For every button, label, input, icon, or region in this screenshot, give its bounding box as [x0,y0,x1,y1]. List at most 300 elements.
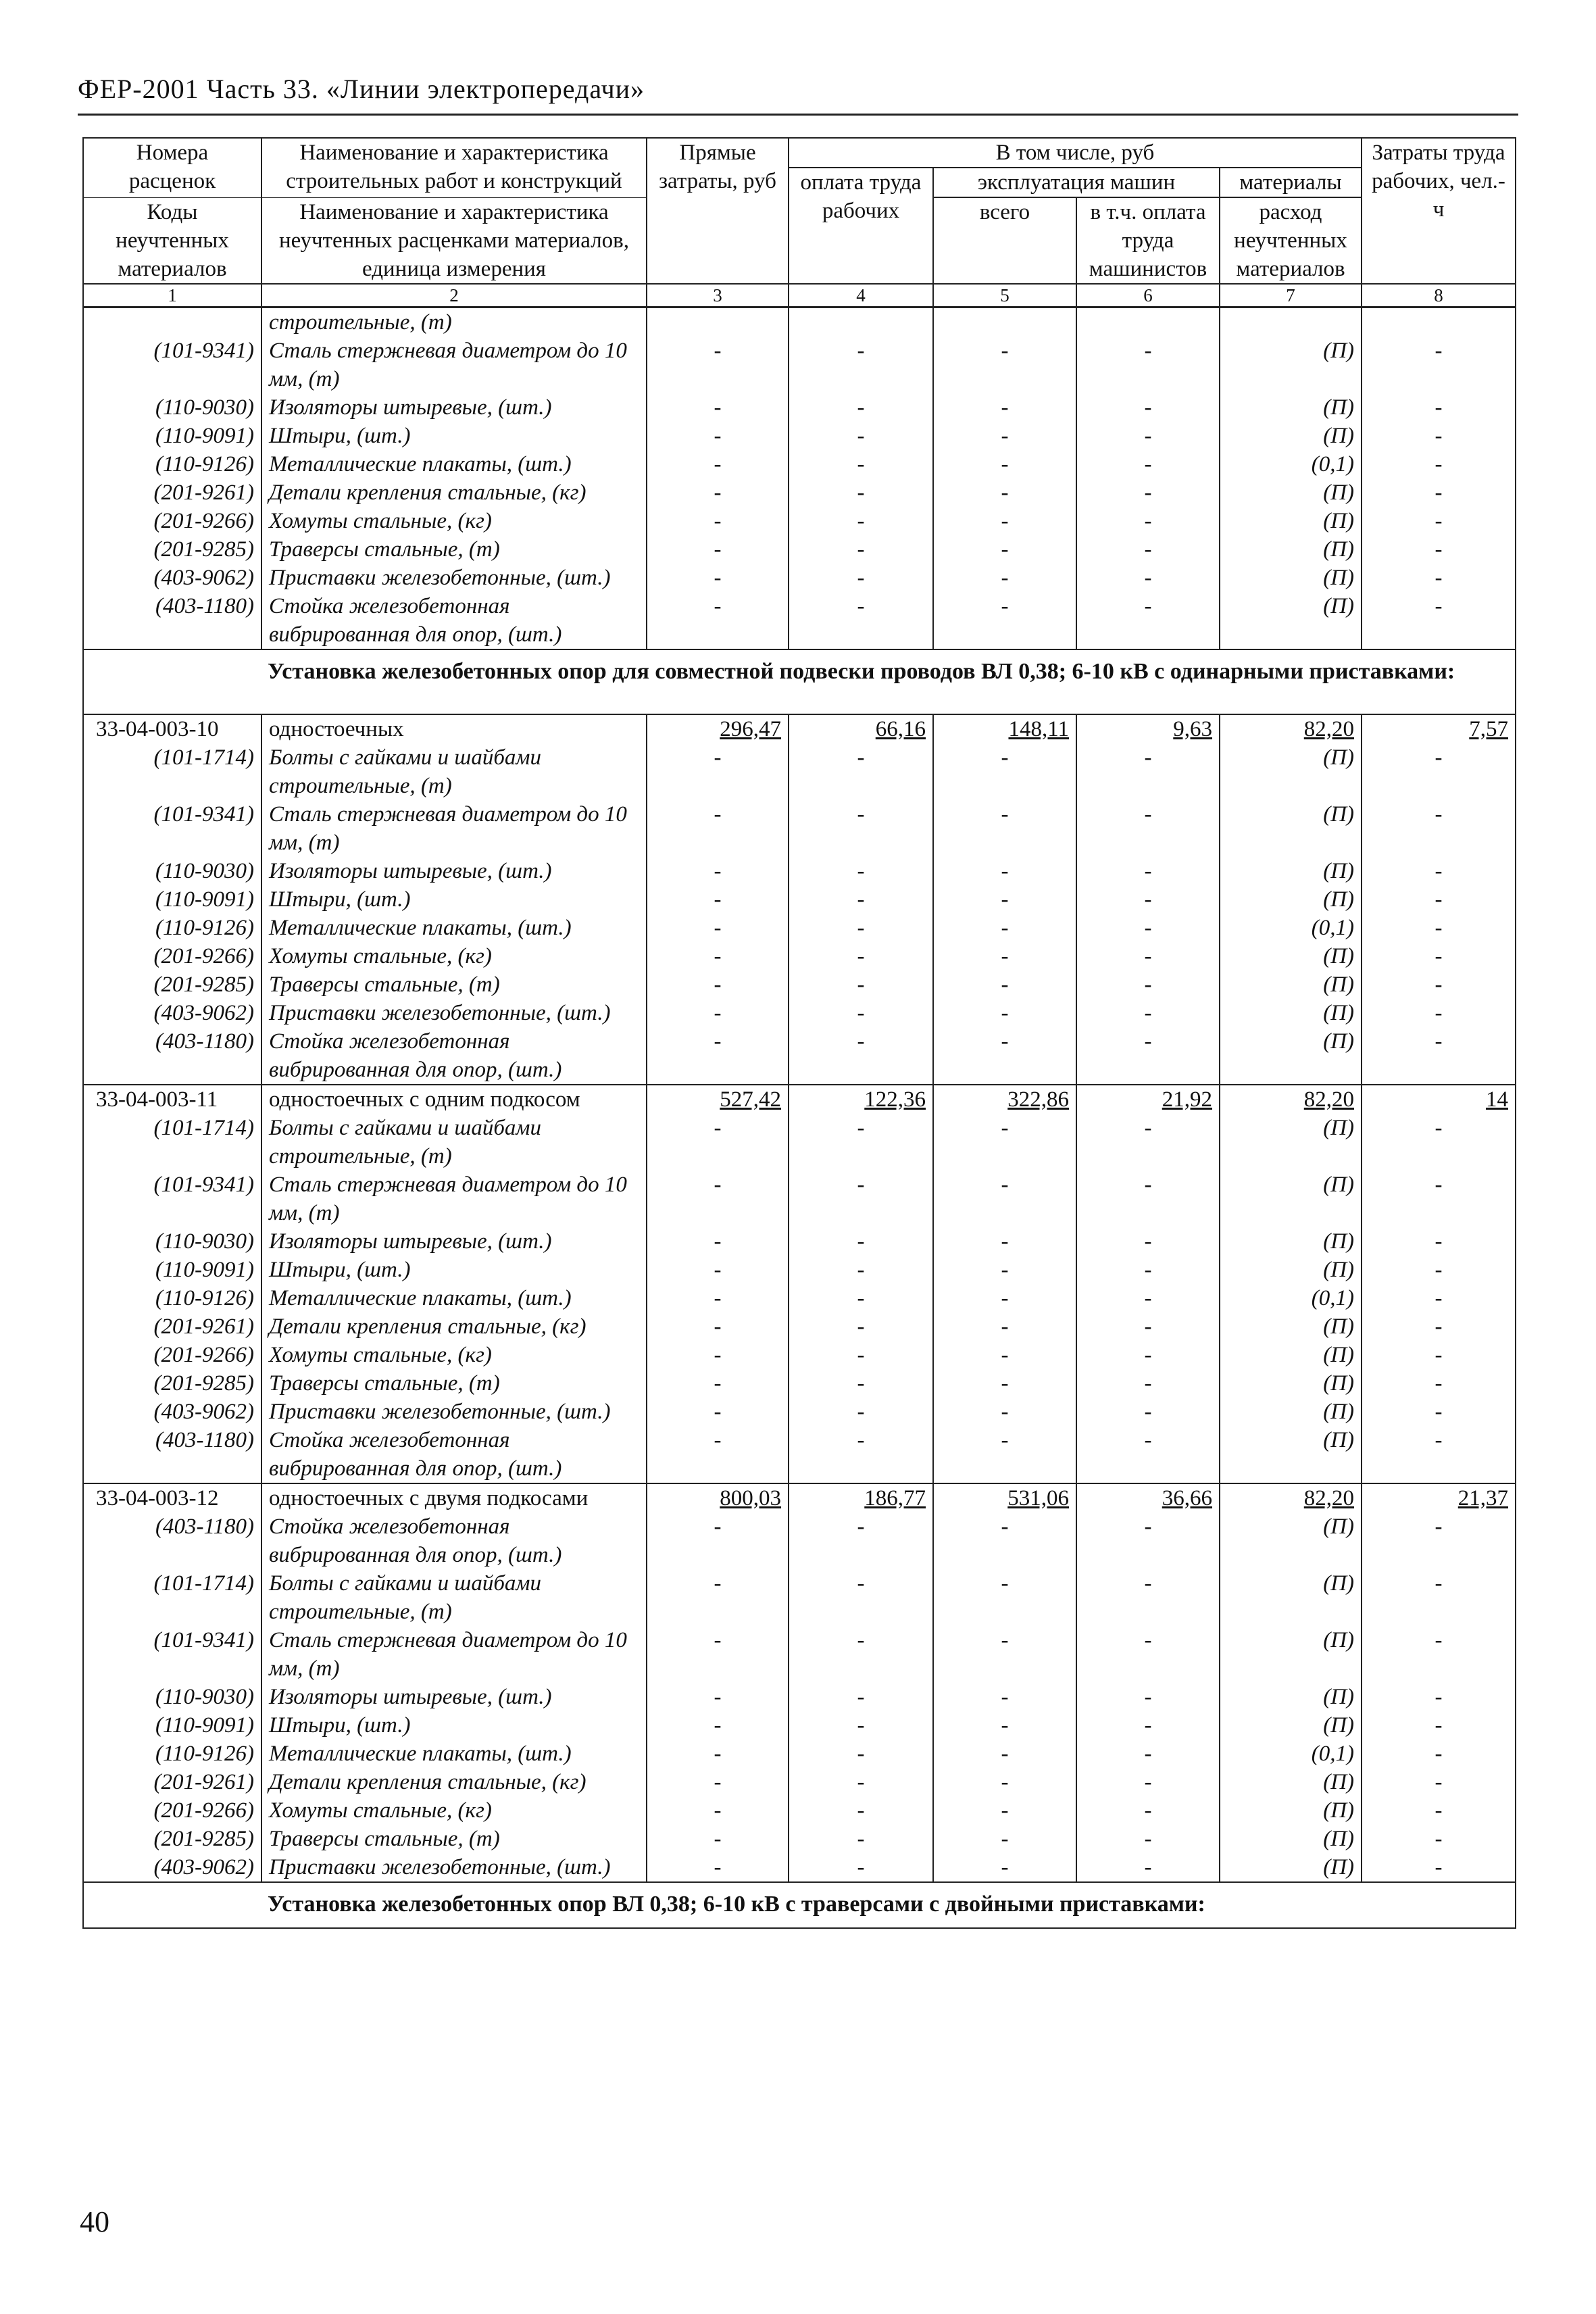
material-row [83,507,1516,535]
material-name: Болты с гайками и шайбами строительные, (т) [261,1114,647,1171]
material-row [83,1312,1516,1341]
labor-hours-cell: - [1362,1796,1516,1825]
direct-costs-cell: - [647,743,789,800]
worker-pay-cell: - [789,1512,933,1569]
materials-cell: (П) [1220,564,1362,592]
labor-hours-cell: - [1362,970,1516,999]
material-row [83,885,1516,914]
material-code: (110-9091) [83,1256,261,1284]
direct-costs-cell: - [647,422,789,450]
machines-total-cell: - [933,942,1076,970]
direct-costs-cell: - [647,1683,789,1711]
machines-total-cell: - [933,1284,1076,1312]
direct-costs-cell: - [647,1114,789,1171]
rate-code: 33-04-003-12 [83,1483,261,1512]
machines-total-cell: - [933,1256,1076,1284]
materials-cell: (П) [1220,857,1362,885]
material-code: (201-9261) [83,1312,261,1341]
operator-pay-cell: - [1076,1114,1220,1171]
machines-total-cell: - [933,857,1076,885]
labor-hours-cell: - [1362,914,1516,942]
materials-cell: (П) [1220,393,1362,422]
materials-cell: (П) [1220,999,1362,1027]
operator-pay-cell: - [1076,1398,1220,1426]
material-name: Стойка железобетонная вибрированная для опор, (шт.) [261,1027,647,1085]
material-code: (201-9266) [83,1341,261,1369]
material-row [83,1711,1516,1740]
materials-cell: (П) [1220,1027,1362,1085]
page-header: ФЕР-2001 Часть 33. «Линии электропередачи» [78,74,645,104]
materials-cell: (П) [1220,1825,1362,1853]
machines-total-cell: - [933,800,1076,857]
direct-costs-cell: - [647,1284,789,1312]
materials-cell: (П) [1220,1341,1362,1369]
header-work-name: Наименование и характеристика строительных работ и конструкций [261,138,647,197]
worker-pay-cell: 66,16 [789,714,933,743]
column-numbers-row [83,284,1516,307]
header-material-consumption: расход неучтенных материалов [1220,197,1362,284]
machines-total-cell: - [933,1426,1076,1483]
materials-cell: (П) [1220,1114,1362,1171]
direct-costs-cell: - [647,914,789,942]
machines-total-cell: - [933,393,1076,422]
operator-pay-cell: - [1076,1853,1220,1882]
worker-pay-cell: - [789,1740,933,1768]
machines-total-cell: - [933,1711,1076,1740]
worker-pay-cell: - [789,564,933,592]
direct-costs-cell: - [647,857,789,885]
direct-costs-cell: - [647,1398,789,1426]
machines-total-cell: - [933,1369,1076,1398]
material-row [83,1341,1516,1369]
header-materials: материалы [1220,168,1362,197]
material-row [83,1825,1516,1853]
material-row [83,1256,1516,1284]
labor-hours-cell: - [1362,1312,1516,1341]
material-row [83,1512,1516,1569]
material-code: (110-9030) [83,393,261,422]
labor-hours-cell: - [1362,1825,1516,1853]
materials-cell: (П) [1220,1171,1362,1227]
labor-hours-cell: - [1362,1512,1516,1569]
column-number: 6 [1076,284,1220,307]
material-code: (101-9341) [83,800,261,857]
operator-pay-cell: - [1076,970,1220,999]
material-name: строительные, (т) [261,307,647,337]
direct-costs-cell: - [647,1569,789,1626]
price-table [82,137,1516,1929]
column-number: 5 [933,284,1076,307]
material-row [83,970,1516,999]
operator-pay-cell: - [1076,1171,1220,1227]
operator-pay-cell: - [1076,1369,1220,1398]
direct-costs-cell: - [647,942,789,970]
labor-hours-cell: - [1362,1426,1516,1483]
labor-hours-cell: - [1362,1171,1516,1227]
worker-pay-cell [789,307,933,337]
material-name: Детали крепления стальные, (кг) [261,1768,647,1796]
header-direct-costs: Прямые затраты, руб [647,138,789,284]
worker-pay-cell: - [789,1853,933,1882]
materials-cell: (П) [1220,1256,1362,1284]
header-worker-pay: оплата труда рабочих [789,168,933,284]
labor-hours-cell: - [1362,337,1516,393]
column-number: 1 [83,284,261,307]
labor-hours-cell: - [1362,450,1516,478]
worker-pay-cell: - [789,1341,933,1369]
direct-costs-cell: - [647,1626,789,1683]
operator-pay-cell: - [1076,478,1220,507]
worker-pay-cell: - [789,507,933,535]
materials-cell [1220,307,1362,337]
direct-costs-cell: - [647,999,789,1027]
worker-pay-cell: - [789,914,933,942]
machines-total-cell: - [933,535,1076,564]
direct-costs-cell: - [647,1796,789,1825]
direct-costs-cell: - [647,393,789,422]
operator-pay-cell: 9,63 [1076,714,1220,743]
machines-total-cell: - [933,1171,1076,1227]
material-row [83,1796,1516,1825]
operator-pay-cell: - [1076,592,1220,649]
page-number: 40 [80,2205,109,2238]
worker-pay-cell: - [789,800,933,857]
worker-pay-cell: - [789,1569,933,1626]
worker-pay-cell: 122,36 [789,1085,933,1114]
operator-pay-cell: - [1076,1512,1220,1569]
labor-hours-cell: - [1362,535,1516,564]
operator-pay-cell: 36,66 [1076,1483,1220,1512]
material-name: Штыри, (шт.) [261,422,647,450]
materials-cell: (П) [1220,1768,1362,1796]
material-row [83,1426,1516,1483]
material-name: Сталь стержневая диаметром до 10 мм, (т) [261,1626,647,1683]
material-name: Детали крепления стальные, (кг) [261,478,647,507]
material-code: (110-9030) [83,1683,261,1711]
operator-pay-cell: - [1076,1426,1220,1483]
operator-pay-cell: - [1076,1341,1220,1369]
machines-total-cell: - [933,1312,1076,1341]
material-code: (110-9030) [83,1227,261,1256]
header-including-group: В том числе, руб [789,138,1362,168]
material-code: (101-9341) [83,1171,261,1227]
material-row [83,914,1516,942]
direct-costs-cell: - [647,1711,789,1740]
operator-pay-cell [1076,307,1220,337]
material-row [83,999,1516,1027]
worker-pay-cell: - [789,535,933,564]
material-name: Стойка железобетонная вибрированная для опор, (шт.) [261,1512,647,1569]
header-rule [78,114,1518,116]
machines-total-cell: - [933,1683,1076,1711]
materials-cell: (П) [1220,1853,1362,1882]
header-unaccounted-materials: Наименование и характеристика неучтенных расценками материалов, единица измерения [261,197,647,284]
worker-pay-cell: - [789,1227,933,1256]
header-machine-operation: эксплуатация машин [933,168,1220,197]
section-heading-row [83,649,1516,714]
materials-cell: (П) [1220,1312,1362,1341]
column-number: 2 [261,284,647,307]
worker-pay-cell: - [789,1711,933,1740]
materials-cell: (0,1) [1220,914,1362,942]
labor-hours-cell: 21,37 [1362,1483,1516,1512]
rate-name: одностоечных [261,714,647,743]
material-name: Траверсы стальные, (т) [261,535,647,564]
materials-cell: (П) [1220,1227,1362,1256]
direct-costs-cell: - [647,1312,789,1341]
material-code: (101-9341) [83,1626,261,1683]
material-name: Металлические плакаты, (шт.) [261,1740,647,1768]
material-code: (201-9285) [83,970,261,999]
material-name: Приставки железобетонные, (шт.) [261,564,647,592]
labor-hours-cell: - [1362,1398,1516,1426]
material-code: (403-9062) [83,1398,261,1426]
direct-costs-cell: - [647,478,789,507]
column-number: 4 [789,284,933,307]
machines-total-cell: - [933,743,1076,800]
direct-costs-cell: - [647,1227,789,1256]
material-code: (201-9261) [83,478,261,507]
direct-costs-cell: - [647,592,789,649]
material-name: Хомуты стальные, (кг) [261,1341,647,1369]
direct-costs-cell [647,307,789,337]
operator-pay-cell: - [1076,535,1220,564]
direct-costs-cell: - [647,507,789,535]
materials-cell: (П) [1220,478,1362,507]
material-code: (201-9266) [83,507,261,535]
header-machines-total: всего [933,197,1076,284]
machines-total-cell: - [933,507,1076,535]
worker-pay-cell: 186,77 [789,1483,933,1512]
materials-cell: (0,1) [1220,1740,1362,1768]
material-name: Болты с гайками и шайбами строительные, (т) [261,1569,647,1626]
worker-pay-cell: - [789,1426,933,1483]
labor-hours-cell [1362,307,1516,337]
worker-pay-cell: - [789,1825,933,1853]
material-code: (403-1180) [83,592,261,649]
machines-total-cell: - [933,1825,1076,1853]
direct-costs-cell: - [647,564,789,592]
materials-cell: (П) [1220,1569,1362,1626]
material-name: Траверсы стальные, (т) [261,1369,647,1398]
material-name: Штыри, (шт.) [261,1256,647,1284]
operator-pay-cell: - [1076,800,1220,857]
labor-hours-cell: - [1362,885,1516,914]
labor-hours-cell: - [1362,1711,1516,1740]
labor-hours-cell: - [1362,1683,1516,1711]
material-row [83,1569,1516,1626]
material-row [83,857,1516,885]
header-operator-pay: в т.ч. оплата труда машинистов [1076,197,1220,284]
column-number: 8 [1362,284,1516,307]
column-number: 3 [647,284,789,307]
material-code: (403-1180) [83,1027,261,1085]
machines-total-cell: - [933,1398,1076,1426]
material-name: Траверсы стальные, (т) [261,970,647,999]
operator-pay-cell: - [1076,1284,1220,1312]
material-name: Детали крепления стальные, (кг) [261,1312,647,1341]
materials-cell: (П) [1220,1512,1362,1569]
operator-pay-cell: - [1076,1711,1220,1740]
material-name: Приставки железобетонные, (шт.) [261,999,647,1027]
material-code: (403-9062) [83,564,261,592]
worker-pay-cell: - [789,857,933,885]
materials-cell: 82,20 [1220,714,1362,743]
material-name: Изоляторы штыревые, (шт.) [261,1227,647,1256]
material-row [83,942,1516,970]
machines-total-cell: 531,06 [933,1483,1076,1512]
material-name: Хомуты стальные, (кг) [261,507,647,535]
material-code: (201-9261) [83,1768,261,1796]
material-code: (201-9266) [83,942,261,970]
operator-pay-cell: - [1076,1626,1220,1683]
operator-pay-cell: - [1076,1312,1220,1341]
direct-costs-cell: - [647,1341,789,1369]
direct-costs-cell: 800,03 [647,1483,789,1512]
machines-total-cell: - [933,1114,1076,1171]
materials-cell: (П) [1220,1683,1362,1711]
material-row [83,1114,1516,1171]
operator-pay-cell: - [1076,1740,1220,1768]
material-row [83,1683,1516,1711]
operator-pay-cell: - [1076,1796,1220,1825]
labor-hours-cell: - [1362,1027,1516,1085]
operator-pay-cell: - [1076,914,1220,942]
material-code: (201-9285) [83,535,261,564]
labor-hours-cell: - [1362,999,1516,1027]
operator-pay-cell: - [1076,885,1220,914]
material-code: (101-1714) [83,743,261,800]
material-name: Изоляторы штыревые, (шт.) [261,1683,647,1711]
direct-costs-cell: - [647,1740,789,1768]
rate-row [83,1483,1516,1512]
material-code: (101-1714) [83,1569,261,1626]
material-row [83,1227,1516,1256]
material-name: Хомуты стальные, (кг) [261,1796,647,1825]
machines-total-cell: - [933,1341,1076,1369]
labor-hours-cell: - [1362,1853,1516,1882]
direct-costs-cell: - [647,1426,789,1483]
material-name: Болты с гайками и шайбами строительные, (т) [261,743,647,800]
machines-total-cell: - [933,337,1076,393]
material-code: (403-1180) [83,1426,261,1483]
materials-cell: (П) [1220,1369,1362,1398]
worker-pay-cell: - [789,1796,933,1825]
material-row [83,393,1516,422]
direct-costs-cell: - [647,970,789,999]
worker-pay-cell: - [789,1626,933,1683]
worker-pay-cell: - [789,1027,933,1085]
direct-costs-cell: - [647,1256,789,1284]
worker-pay-cell: - [789,337,933,393]
materials-cell: (П) [1220,970,1362,999]
materials-cell: (П) [1220,592,1362,649]
material-code: (110-9091) [83,1711,261,1740]
machines-total-cell: - [933,1768,1076,1796]
table-header [83,138,1516,307]
operator-pay-cell: - [1076,507,1220,535]
labor-hours-cell: - [1362,1740,1516,1768]
machines-total-cell: - [933,1740,1076,1768]
material-name: Металлические плакаты, (шт.) [261,1284,647,1312]
labor-hours-cell: - [1362,1256,1516,1284]
section-heading-row [83,1882,1516,1928]
machines-total-cell [933,307,1076,337]
header-labor-hours: Затраты труда рабочих, чел.-ч [1362,138,1516,284]
material-name: Металлические плакаты, (шт.) [261,450,647,478]
machines-total-cell: - [933,1796,1076,1825]
worker-pay-cell: - [789,478,933,507]
labor-hours-cell: - [1362,942,1516,970]
material-row [83,1740,1516,1768]
material-code: (201-9285) [83,1369,261,1398]
labor-hours-cell: - [1362,393,1516,422]
operator-pay-cell: - [1076,1227,1220,1256]
materials-cell: (П) [1220,1398,1362,1426]
labor-hours-cell: - [1362,743,1516,800]
materials-cell: 82,20 [1220,1483,1362,1512]
materials-cell: (П) [1220,507,1362,535]
machines-total-cell: - [933,1512,1076,1569]
materials-cell: 82,20 [1220,1085,1362,1114]
material-code: (110-9030) [83,857,261,885]
direct-costs-cell: 296,47 [647,714,789,743]
material-name: Сталь стержневая диаметром до 10 мм, (т) [261,337,647,393]
machines-total-cell: - [933,914,1076,942]
material-row [83,478,1516,507]
materials-cell: (П) [1220,337,1362,393]
operator-pay-cell: - [1076,393,1220,422]
column-number: 7 [1220,284,1362,307]
header-unaccounted-codes: Коды неучтенных материалов [83,197,261,284]
material-code: (110-9126) [83,914,261,942]
operator-pay-cell: - [1076,1027,1220,1085]
operator-pay-cell: - [1076,743,1220,800]
rate-code: 33-04-003-10 [83,714,261,743]
material-code: (110-9091) [83,885,261,914]
operator-pay-cell: - [1076,1825,1220,1853]
material-code: (403-1180) [83,1512,261,1569]
machines-total-cell: - [933,970,1076,999]
worker-pay-cell: - [789,1312,933,1341]
rate-name: одностоечных с двумя подкосами [261,1483,647,1512]
machines-total-cell: 322,86 [933,1085,1076,1114]
worker-pay-cell: - [789,1284,933,1312]
material-row [83,1369,1516,1398]
material-name: Сталь стержневая диаметром до 10 мм, (т) [261,800,647,857]
material-row [83,337,1516,393]
material-name: Траверсы стальные, (т) [261,1825,647,1853]
direct-costs-cell: - [647,1369,789,1398]
material-name: Металлические плакаты, (шт.) [261,914,647,942]
material-code: (101-1714) [83,1114,261,1171]
direct-costs-cell: - [647,1853,789,1882]
labor-hours-cell: - [1362,478,1516,507]
header-rate-numbers: Номера расценок [83,138,261,197]
operator-pay-cell: - [1076,1768,1220,1796]
labor-hours-cell: - [1362,1284,1516,1312]
material-code: (201-9285) [83,1825,261,1853]
materials-cell: (П) [1220,1626,1362,1683]
direct-costs-cell: - [647,1825,789,1853]
materials-cell: (П) [1220,1711,1362,1740]
material-code: (403-9062) [83,1853,261,1882]
operator-pay-cell: - [1076,337,1220,393]
material-row [83,535,1516,564]
material-row [83,1027,1516,1085]
rate-name: одностоечных с одним подкосом [261,1085,647,1114]
worker-pay-cell: - [789,743,933,800]
